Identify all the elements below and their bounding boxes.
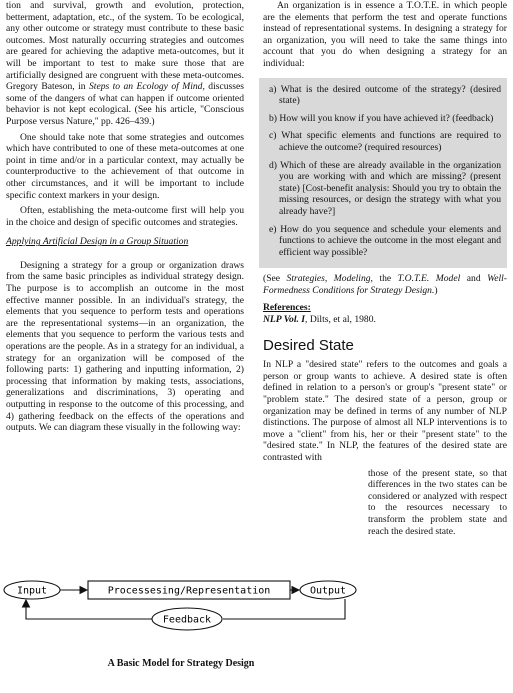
desired-state-heading: Desired State — [263, 336, 354, 354]
right-paragraph-1: An organization is in essence a T.O.T.E. in which people are the elements that perform the test and operate functions instead of representational systems. In designing a strategy for an organization, you will need to take the same things into account that you do when designing a strategy for an individual: — [263, 0, 507, 69]
question-b: b) How will you know if you have achieved it? (feedback) — [269, 112, 494, 124]
desired-state-paragraph: In NLP a "desired state" refers to the outcomes and goals a person or group wants to achieve. A desired state is often defined in relation to a person's or group's "present state" or "problem state." The desired state of a person, group or organization may be defined in terms of any number of NLP distinctions. The purpose of almost all NLP interventions is to move a "client" from his, her or their "present state" to the "desired state." In NLP, the features of the desired state are contrasted with — [263, 359, 507, 463]
question-c: c) What specific elements and functions are required to achieve the outcome? (required resources) — [269, 130, 501, 153]
feedback-label: Feedback — [162, 614, 212, 626]
see-also-line: (See Strategies, Modeling, the T.O.T.E. Model and Well-Formedness Conditions for Strategy Design.) — [263, 273, 508, 296]
section-title-artificial-design: Applying Artificial Design in a Group Situation — [6, 236, 189, 248]
left-paragraph-2: One should take note that some strategies and outcomes which have contributed to one of these meta-outcomes at one point in time and/or in a particular context, may actually be counterproductive to the achievement of that outcome in other circumstances, and it will be important to include specific context markers in your design. — [6, 131, 244, 201]
right-column — [263, 0, 507, 541]
left-paragraph-1: tion and survival, growth and evolution, protection, betterment, adaptation, etc., of the system. To be ecological, any other outcome or strategy must contribute to these basic outcomes. Most naturally occurring strategies and outcomes are geared for achieving the adaptive meta-outcomes, but it will be important to test to make sure those that are artificially designed are congruent with these meta-outcomes. Gregory Bateson, in Steps to an Ecology of Mind, discusses some of the dangers of what can happen if outcome oriented behavior is not kept ecological. (See his article, "Conscious Purpose versus Nature," pp. 426–439.) — [6, 0, 245, 127]
process-label: Processesing/Representation — [107, 585, 271, 597]
question-e: e) How do you sequence and schedule your elements and functions to achieve the outcome in the most elegant and efficient way possible? — [269, 223, 501, 258]
references-heading: References: — [263, 302, 311, 314]
question-a: a) What is the desired outcome of the strategy? (desired state) — [269, 83, 501, 107]
reference-entry: NLP Vol. I, Dilts, et al, 1980. — [263, 314, 376, 326]
book-title-steps: Steps to an Ecology of Mind, — [88, 81, 205, 93]
output-label: Output — [309, 585, 347, 597]
questions-box — [259, 78, 507, 269]
question-d: d) Which of these are already available in the organization you are working with and which are missing? (present state) [Cost-benefit analysis: Should you try to obtain the missing resources, or design the strategy with what you already have?] — [269, 159, 501, 217]
left-paragraph-3: Often, establishing the meta-outcome first will help you in the choice and design of specific outcomes and strategies. — [6, 205, 244, 228]
left-paragraph-4: Designing a strategy for a group or organization draws from the same basic principles as individual strategy design. The purpose is to accomplish an outcome in the most effective manner possible. In an individual's strategy, the elements that you sequence to perform tests and operations are the representational systems—in an organization, the elements that you sequence to perform the various tests and operations are the people. As in a strategy for an individual, a strategy for an organization will be composed of the following parts: 1) gathering and inputting information, 2) processing that information by making tests, associations, generalizations and discriminations, 3) operating and outputting in response to the outcome of this processing, and 4) gathering feedback on the effects of the operations and outputs. We can diagram these visually in the following way: — [6, 259, 244, 434]
left-column — [6, 0, 244, 438]
input-label: Input — [16, 585, 48, 597]
diagram-caption: A Basic Model for Strategy Design — [107, 658, 255, 669]
desired-state-wrap-paragraph: those of the present state, so that differences in the two states can be considered or analyzed with respect to the resources necessary to transform the problem state and reach the desired state. — [368, 467, 507, 537]
